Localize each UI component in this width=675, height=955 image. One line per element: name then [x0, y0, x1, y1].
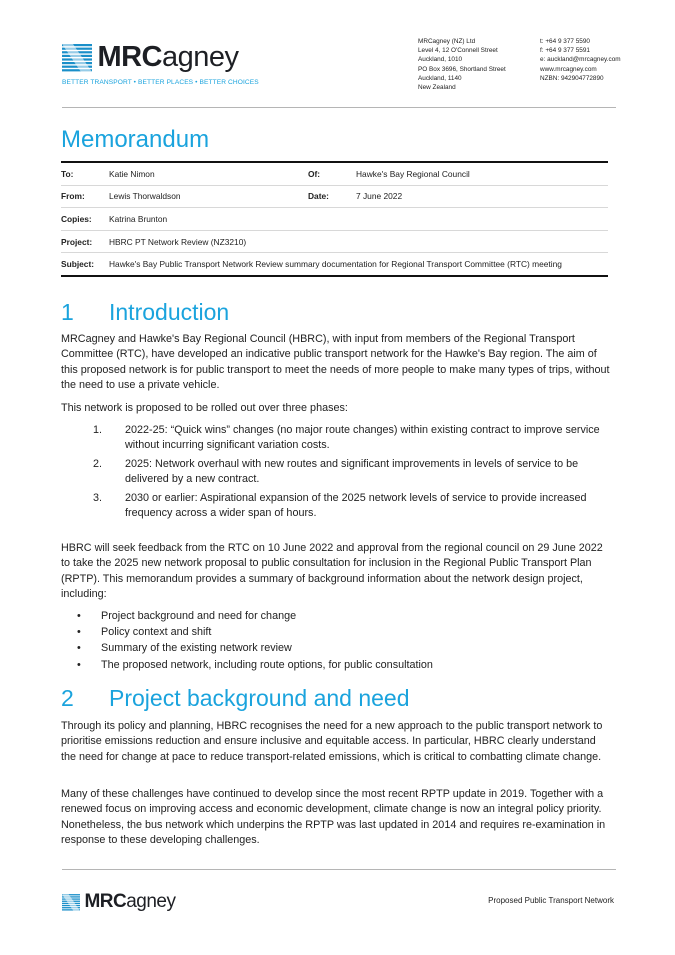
footer-logo — [62, 891, 176, 913]
contact-phone: t: +64 9 377 5590 — [540, 38, 590, 45]
list-text: Summary of the existing network review — [101, 642, 292, 655]
challenges-paragraph: Many of these challenges have continued to develop since the most recent RPTP update in 2019. Together with a renewed focus on improving access and economic development, climate change is now an integral policy priority. Nonetheless, the bus network which underpins the RPTP was last updated in 2014 and requires re-examination in response to these developing challenges. — [61, 788, 606, 847]
list-text: Policy context and shift — [101, 626, 212, 639]
list-item — [61, 640, 613, 656]
list-item — [61, 423, 613, 454]
consultation-paragraph: HBRC will seek feedback from the RTC on 10 June 2022 and approval from the regional council on 29 June 2022 to take the 2025 new network proposal to public consultation for inclusion in the Regional Public Transport Plan (RPTP). This memorandum provides a summary of background information about the network design project, including: — [61, 542, 603, 601]
list-text: 2022-25: “Quick wins” changes (no major route changes) within existing contract to improve service without incurring significant variation costs. — [125, 424, 600, 452]
bullet-icon: • — [77, 642, 81, 655]
section-2-heading — [61, 685, 410, 712]
date-value: 7 June 2022 — [356, 185, 608, 208]
list-text: Project background and need for change — [101, 610, 297, 622]
table-row — [61, 253, 608, 276]
list-text: 2030 or earlier: Aspirational expansion of the 2025 network levels of service to provide increased frequency across a wider span of hours. — [125, 491, 587, 520]
footer-logo-brand-light: agney — [126, 891, 176, 912]
section-number: 1 — [61, 299, 74, 325]
address-line: Level 4, 12 O'Connell Street — [418, 47, 498, 55]
footer-document-title: Proposed Public Transport Network — [488, 896, 614, 905]
list-item — [61, 624, 613, 640]
address-line: Auckland, 1010 — [418, 56, 463, 64]
table-row — [61, 230, 608, 253]
section-number: 2 — [61, 685, 74, 711]
copies-label: Copies: — [61, 208, 109, 231]
project-label: Project: — [61, 230, 109, 253]
address-line: New Zealand — [418, 84, 456, 92]
list-text: 2025: Network overhaul with new routes and significant improvements in levels of service to be delivered by a new contract. — [125, 457, 579, 486]
contact-block — [540, 37, 640, 83]
bullet-icon: • — [77, 626, 81, 639]
address-block — [418, 37, 533, 92]
from-label: From: — [61, 185, 109, 208]
list-number: 1. — [93, 424, 103, 436]
intro-paragraph: MRCagney and Hawke's Bay Regional Council (HBRC), with input from members of the Regional Transport Committee (RTC), have developed an indicative public transport network for the Hawke's Bay region. The aim of this proposed network is for public transport to meet the needs of more people to make many types of trips, without the need to use a private vehicle. — [61, 333, 610, 392]
phases-intro: This network is proposed to be rolled out over three phases: — [61, 402, 348, 414]
subject-value: Hawke's Bay Public Transport Network Review summary documentation for Regional Transport Committee (RTC) meeting — [109, 253, 608, 276]
contact-email[interactable]: e: auckland@mrcagney.com — [540, 56, 621, 64]
section-title: Project background and need — [109, 685, 410, 711]
list-item — [61, 608, 613, 624]
table-row — [61, 185, 608, 208]
address-line: Auckland, 1140 — [418, 74, 462, 82]
table-row — [61, 162, 608, 185]
footer-divider — [62, 869, 616, 870]
contact-website[interactable]: www.mrcagney.com — [540, 65, 597, 73]
mrcagney-logo-mark-icon — [62, 894, 80, 911]
subject-label: Subject: — [61, 253, 109, 276]
background-paragraph: Through its policy and planning, HBRC recognises the need for a new approach to the public transport network to prioritise emissions reduction and ensure inclusive and equitable access. In particular, HBRC clearly understand the need for change at pace to reduce transport-related emissions, which is critical to combatting climate change. — [61, 720, 603, 763]
list-item — [61, 657, 613, 673]
list-item — [61, 457, 613, 488]
footer-logo-brand-bold: MRC — [84, 891, 127, 912]
list-number: 2. — [93, 457, 103, 470]
copies-value: Katrina Brunton — [109, 208, 608, 231]
section-1-heading — [61, 299, 229, 326]
section-title: Introduction — [109, 299, 230, 325]
logo-brand-light: agney — [162, 41, 239, 73]
bullet-icon: • — [77, 658, 81, 671]
table-row — [61, 208, 608, 231]
memo-details-table — [61, 161, 608, 277]
contact-fax: f: +64 9 377 5591 — [540, 47, 590, 55]
bullet-icon: • — [77, 610, 81, 622]
list-text: The proposed network, including route options, for public consultation — [101, 658, 433, 671]
contact-nzbn: NZBN: 942904772890 — [540, 74, 604, 82]
mrcagney-logo-mark-icon — [62, 44, 92, 72]
date-label: Date: — [308, 185, 356, 208]
to-value: Katie Nimon — [109, 162, 308, 185]
header-divider — [62, 107, 616, 108]
project-value: HBRC PT Network Review (NZ3210) — [109, 230, 608, 253]
phases-list — [61, 423, 613, 524]
of-label: Of: — [308, 162, 356, 185]
list-number: 3. — [93, 491, 103, 504]
from-value: Lewis Thorwaldson — [109, 185, 308, 208]
address-line: MRCagney (NZ) Ltd — [418, 38, 476, 45]
list-item — [61, 491, 613, 522]
tagline: BETTER TRANSPORT • BETTER PLACES • BETTER CHOICES — [62, 79, 259, 86]
logo-brand-bold: MRC — [97, 41, 162, 73]
of-value: Hawke's Bay Regional Council — [356, 162, 608, 185]
address-line: PO Box 3696, Shortland Street — [418, 65, 506, 73]
summary-bullet-list — [61, 608, 613, 673]
page-title: Memorandum — [61, 126, 210, 153]
header-logo — [62, 41, 239, 74]
to-label: To: — [61, 162, 109, 185]
